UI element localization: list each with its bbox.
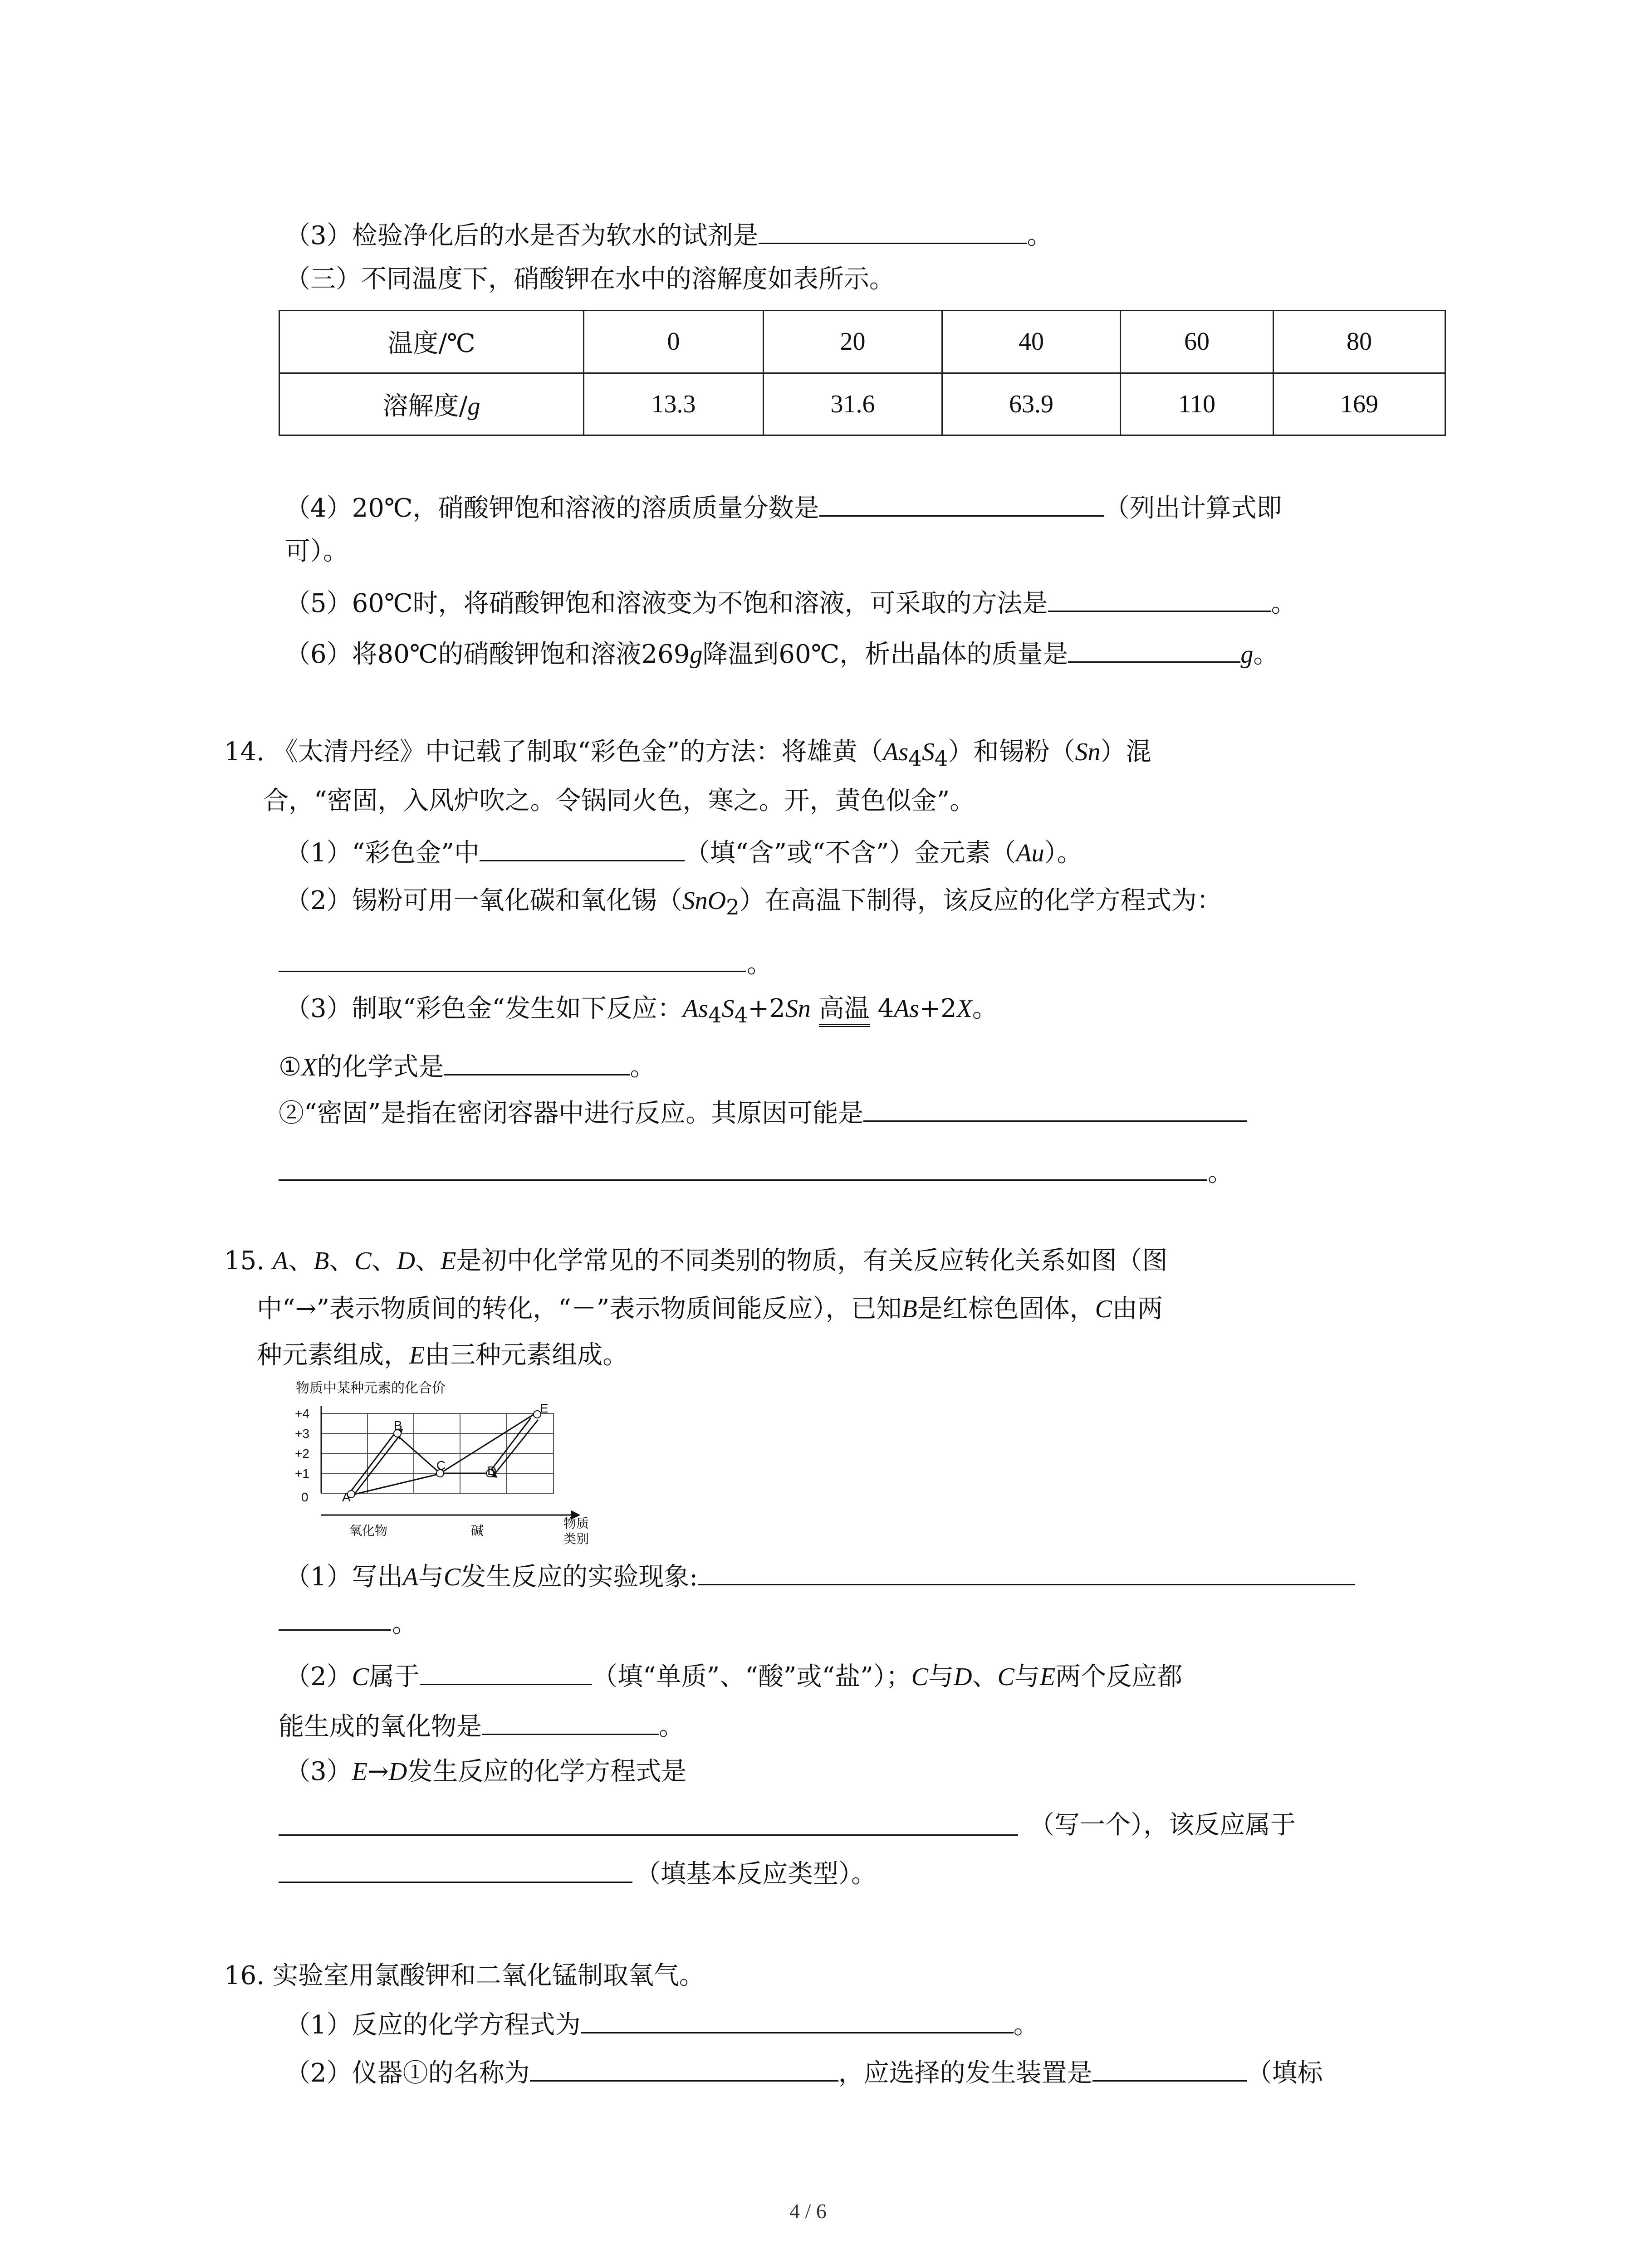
point-label-b: B bbox=[394, 1418, 402, 1432]
y-tick-label: +3 bbox=[295, 1427, 309, 1441]
x-category-label: 碱 bbox=[471, 1523, 484, 1538]
q13-part3: （3）检验净化后的水是否为软水的试剂是 。 bbox=[285, 221, 1053, 250]
table-cell: 13.3 bbox=[584, 373, 764, 435]
answer-blank[interactable] bbox=[1048, 589, 1271, 612]
q15-part2: （2）C属于 （填“单质”、“酸”或“盐”）；C与D、C与E两个反应都 bbox=[285, 1662, 1183, 1691]
q16-stem: 16. 实验室用氯酸钾和二氧化锰制取氧气。 bbox=[224, 1961, 705, 1990]
q15-part3-cont: （写一个），该反应属于 bbox=[1029, 1810, 1296, 1840]
q16-part2: （2）仪器①的名称为 ，应选择的发生装置是 （填标 bbox=[285, 2058, 1323, 2088]
point-label-d: D bbox=[487, 1464, 497, 1478]
point-label-e: E bbox=[540, 1401, 549, 1415]
q15-stem-line2: 中“→”表示物质间的转化，“－”表示物质间能反应），已知B是红棕色固体，C由两 bbox=[257, 1294, 1163, 1324]
q14-part2-end: 。 bbox=[747, 949, 772, 979]
table-cell: 110 bbox=[1121, 373, 1274, 435]
answer-line[interactable] bbox=[279, 1882, 632, 1883]
q13-part6: （6）将80℃的硝酸钾饱和溶液269g降温到60℃，析出晶体的质量是 g。 bbox=[285, 640, 1279, 669]
table-cell: 169 bbox=[1274, 373, 1445, 435]
table-cell: 20 bbox=[764, 311, 942, 373]
q13-part4: （4）20℃，硝酸钾饱和溶液的溶质质量分数是 （列出计算式即 bbox=[285, 494, 1282, 523]
reaction-condition: 高温 bbox=[819, 994, 870, 1027]
q15-part1-end: 。 bbox=[392, 1609, 417, 1638]
q14-stem-line1: 14. 《太清丹经》中记载了制取“彩色金”的方法：将雄黄$(As_4S_4)$和锡粉（Sn）混 bbox=[224, 737, 1151, 772]
table-row bbox=[279, 311, 1445, 373]
graph-grid bbox=[321, 1413, 554, 1493]
answer-blank[interactable] bbox=[759, 221, 1027, 244]
q15-part2-cont: 能生成的氧化物是 。 bbox=[279, 1712, 684, 1741]
table-cell: 31.6 bbox=[764, 373, 942, 435]
q14-part1: （1）“彩色金”中 （填“含”或“不含”）金元素（Au）。 bbox=[285, 838, 1083, 868]
answer-line[interactable] bbox=[279, 1179, 1207, 1181]
y-tick-label: +1 bbox=[295, 1466, 309, 1481]
q13-part5: （5）60℃时，将硝酸钾饱和溶液变为不饱和溶液，可采取的方法是 。 bbox=[285, 589, 1297, 618]
answer-blank[interactable] bbox=[420, 1662, 592, 1685]
table-header-solubility: 溶解度/g bbox=[279, 373, 584, 435]
x-axis-title: 类别 bbox=[563, 1531, 589, 1546]
q14-stem-line2: 合，“密固，入风炉吹之。令锅同火色，寒之。开，黄色似金”。 bbox=[263, 786, 975, 816]
q15-part3: （3）E→D发生反应的化学方程式是 bbox=[285, 1757, 687, 1786]
answer-blank[interactable] bbox=[819, 494, 1104, 517]
answer-blank[interactable] bbox=[581, 2010, 1014, 2033]
q14-part3: （3）制取“彩色金“发生如下反应：$As_4S_4+2Sn$ 高温 4As+2X。 bbox=[285, 994, 998, 1028]
graph-title: 物质中某种元素的化合价 bbox=[296, 1380, 446, 1396]
y-tick-label: 0 bbox=[301, 1490, 309, 1504]
table-cell: 0 bbox=[584, 311, 764, 373]
y-tick-label: +2 bbox=[295, 1447, 309, 1461]
valence-class-graph bbox=[295, 1379, 612, 1547]
graph-relations bbox=[349, 1413, 538, 1496]
y-tick-label: +4 bbox=[295, 1407, 309, 1421]
q15-stem-line1: 15. A、B、C、D、E是初中化学常见的不同类别的物质，有关反应转化关系如图（图 bbox=[224, 1246, 1168, 1276]
q14-sub2-end: 。 bbox=[1208, 1158, 1233, 1188]
table-cell: 80 bbox=[1274, 311, 1445, 373]
graph-axes bbox=[321, 1406, 579, 1519]
answer-blank[interactable] bbox=[444, 1052, 630, 1075]
page-number: 4 / 6 bbox=[789, 2200, 827, 2223]
q15-part1: （1）写出A与C发生反应的实验现象: bbox=[285, 1562, 1355, 1590]
x-axis-title: 物质 bbox=[563, 1516, 589, 1531]
answer-line[interactable] bbox=[279, 1629, 391, 1631]
table-cell: 40 bbox=[942, 311, 1121, 373]
answer-line[interactable] bbox=[279, 971, 746, 972]
answer-blank[interactable] bbox=[1068, 640, 1240, 663]
answer-blank[interactable] bbox=[480, 838, 685, 861]
table-row bbox=[279, 373, 1445, 435]
q15-stem-line3: 种元素组成，E由三种元素组成。 bbox=[257, 1340, 628, 1370]
answer-blank[interactable] bbox=[482, 1712, 659, 1735]
q16-part1: （1）反应的化学方程式为 。 bbox=[285, 2010, 1039, 2040]
q14-sub1: ①X的化学式是 。 bbox=[279, 1052, 656, 1082]
solubility-table bbox=[279, 310, 1446, 436]
q15-part3-type: （填基本反应类型）。 bbox=[635, 1859, 877, 1889]
table-header-temperature: 温度/℃ bbox=[279, 311, 584, 373]
q13-part4-cont: 可）。 bbox=[285, 537, 348, 566]
q13-section3-intro: （三）不同温度下，硝酸钾在水中的溶解度如表所示。 bbox=[285, 264, 895, 294]
table-cell: 60 bbox=[1121, 311, 1274, 373]
x-category-label: 氧化物 bbox=[349, 1523, 388, 1538]
answer-line[interactable] bbox=[279, 1834, 1018, 1836]
answer-blank[interactable] bbox=[530, 2058, 838, 2082]
answer-blank[interactable] bbox=[1092, 2058, 1247, 2082]
answer-blank[interactable] bbox=[863, 1099, 1247, 1122]
q14-part2: （2）锡粉可用一氧化碳和氧化锡（SnO$_2$）在高温下制得，该反应的化学方程式为： bbox=[285, 886, 1222, 920]
table-cell: 63.9 bbox=[942, 373, 1121, 435]
q14-sub2: ②“密固”是指在密闭容器中进行反应。其原因可能是 bbox=[279, 1099, 1247, 1126]
point-label-a: A bbox=[342, 1490, 351, 1504]
answer-blank[interactable] bbox=[698, 1562, 1355, 1585]
point-label-c: C bbox=[436, 1458, 446, 1472]
